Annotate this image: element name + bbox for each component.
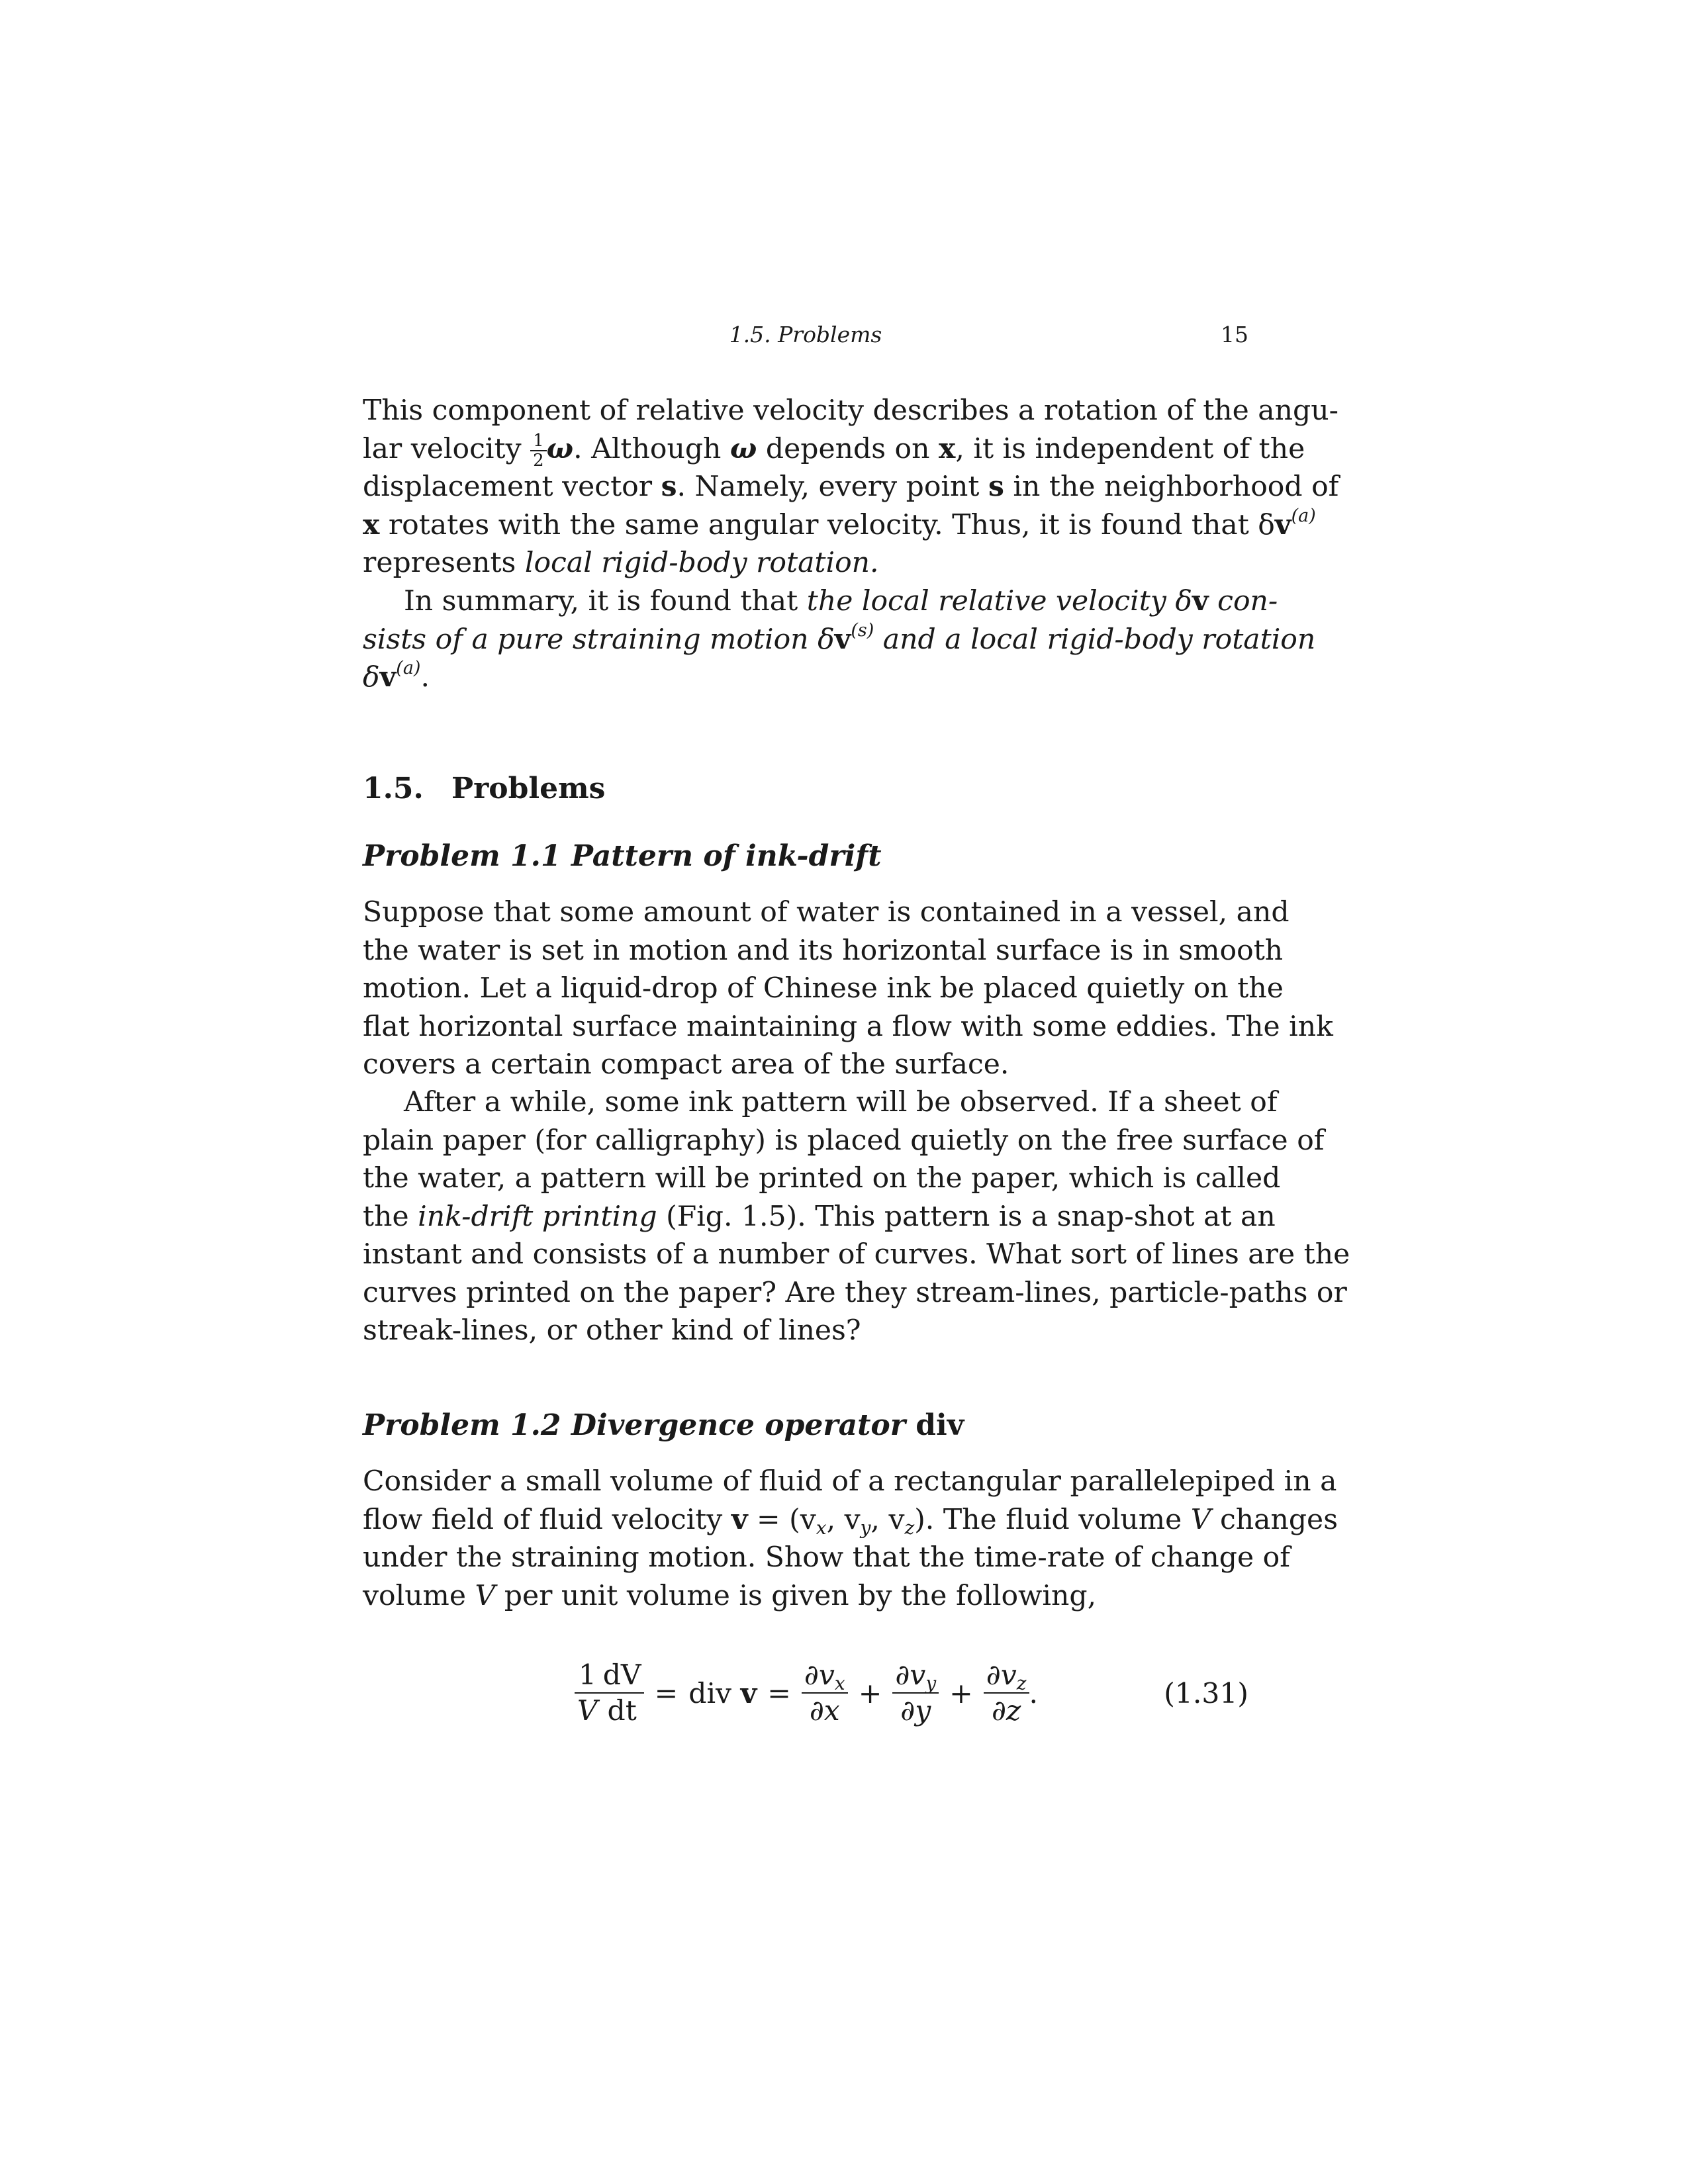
plus-sign: + [858, 1677, 882, 1710]
section-heading [363, 772, 605, 805]
paragraph-summary [363, 582, 1316, 697]
text-line: covers a certain compact area of the surface. [363, 1048, 1009, 1081]
problem-1-2-paragraph [363, 1463, 1338, 1615]
equation-body [575, 1651, 1038, 1737]
problem-1-1-paragraph-1 [363, 893, 1333, 1084]
text-line: flat horizontal surface maintaining a flow with some eddies. The ink [363, 1010, 1333, 1043]
section-title-text: Problems [451, 772, 606, 805]
text-line: plain paper (for calligraphy) is placed quietly on the free surface of [363, 1124, 1325, 1157]
fraction-dvx-dx: $\frac{\partial v_x}{\partial x}$ [802, 1662, 848, 1726]
equation-1-31 [363, 1651, 1248, 1737]
text-line: curves printed on the paper? Are they stream-lines, particle-paths or [363, 1276, 1347, 1309]
text-line: streak-lines, or other kind of lines? [363, 1314, 861, 1347]
plus-sign: + [949, 1677, 973, 1710]
text-line: Consider a small volume of fluid of a rectangular parallelepiped in a [363, 1465, 1337, 1498]
fraction-dvz-dz: $\frac{\partial v_z}{\partial z}$ [984, 1662, 1029, 1726]
equation-period: . [1029, 1677, 1039, 1710]
text-line: displacement vector s. Namely, every point s in the neighborhood of [363, 470, 1339, 503]
text-line: sists of a pure straining motion $\delta v^{(s)}$ and a local rigid-body rotation [363, 619, 1316, 656]
text-line: volume V per unit volume is given by the following, [363, 1579, 1097, 1612]
text-line: lar velocity $\frac{1}{2}$ ω. Although ω depends on x, it is independent of the [363, 430, 1305, 471]
text-line: Suppose that some amount of water is contained in a vessel, and [363, 896, 1289, 929]
text-line: the water is set in motion and its horizontal surface is in smooth [363, 934, 1284, 967]
div-operator: div [688, 1677, 732, 1710]
fraction-one-over-v: $\frac{1}{V}$ [575, 1662, 600, 1726]
problem-1-1-title: Problem 1.1 Pattern of ink-drift [363, 839, 882, 873]
running-title: 1.5. Problems [729, 322, 882, 347]
text-line: motion. Let a liquid-drop of Chinese ink be placed quietly on the [363, 972, 1284, 1005]
running-header [363, 322, 1248, 355]
problem-1-2-title: Problem 1.2 Divergence operator div [363, 1408, 964, 1442]
text-line: the ink-drift printing (Fig. 1.5). This pattern is a snap-shot at an [363, 1200, 1276, 1233]
text-line: $\delta v^{(a)}$. [363, 658, 430, 694]
text-line: After a while, some ink pattern will be observed. If a sheet of [404, 1086, 1278, 1118]
fraction-dv-dt: $\frac{dV}{dt}$ [600, 1662, 644, 1726]
text-line: instant and consists of a number of curves. What sort of lines are the [363, 1238, 1350, 1271]
page-number: 15 [1221, 322, 1248, 347]
paragraph-rotation [363, 392, 1339, 582]
text-line: under the straining motion. Show that the time-rate of change of [363, 1541, 1290, 1574]
text-line: represents local rigid-body rotation. [363, 547, 879, 579]
equation-number: (1.31) [1164, 1677, 1248, 1710]
half-fraction: $\frac{1}{2}$ [530, 432, 547, 469]
text-line: the water, a pattern will be printed on the paper, which is called [363, 1162, 1281, 1195]
text-line: x rotates with the same angular velocity. Thus, it is found that $\delta v^{(a)}$ [363, 505, 1316, 541]
section-number: 1.5. [363, 772, 424, 805]
text-line: flow field of fluid velocity $v = (v_x$, $v_y$, $v_z$). The fluid volume V changes [363, 1502, 1338, 1539]
text-line: This component of relative velocity describes a rotation of the angu- [363, 394, 1338, 427]
velocity-vector: v [740, 1677, 757, 1710]
fraction-dvy-dy: $\frac{\partial v_y}{\partial y}$ [892, 1662, 939, 1726]
equals-sign: = [654, 1677, 679, 1710]
equals-sign: = [767, 1677, 791, 1710]
problem-1-1-paragraph-2 [363, 1083, 1350, 1350]
text-line: In summary, it is found that the local relative velocity δv con- [404, 584, 1278, 617]
